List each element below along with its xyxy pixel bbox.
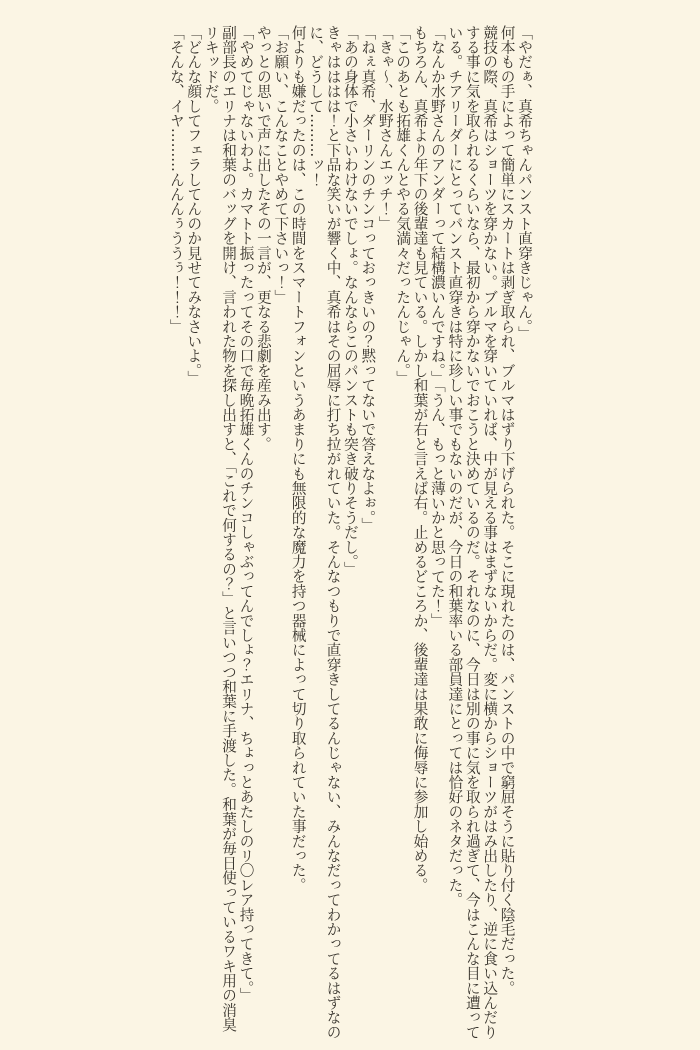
novel-paragraph: 「やだぁ、真希ちゃんパンスト直穿きじゃん。」 [516,25,533,342]
novel-paragraph: 「お願い、こんなことやめて下さいっ！」 [272,25,290,305]
novel-paragraph: 「きゃ〜、水野さんエッチ！」 [376,25,394,231]
novel-paragraph: 「このあとも拓雄くんとやる気満々だったんじゃん。」 [394,25,412,386]
novel-paragraph: 「どんな顔してフェラしてんのか見せてみなさいよ。」 [185,25,203,386]
novel-paragraph: 何本もの手によって簡単にスカートは剥ぎ取られ、ブルマはずり下げられた。そこに現れたのは、パンストの中で窮屈そうに貼り付く陰毛だった。 [498,25,516,996]
novel-paragraph: 「そんな、イヤ………んんんぅううぅ！！！」 [167,25,185,334]
novel-paragraph: 「なんか水野さんのアンダーって結構濃いんですね。」「うん、もっと薄いかと思ってた！」 [428,25,446,628]
novel-paragraph: やっとの思いで声に出したその一言が、更なる悲劇を産み出す。 [254,25,272,452]
novel-paragraph: もちろん、真希より年下の後輩達も見ている。しかし和葉が右と言えば右。止めるどころか、後輩達は果敢に侮辱に参加し始める。 [411,25,429,893]
novel-paragraph: 「ねぇ真希、ダーリンのチンコっておっきいの？黙ってないで答えなよぉ。」 [359,25,377,533]
novel-paragraph: 競技の際、真希はショーツを穿かない。ブルマを穿いていれば、中が見える事はまずないからだ。変に横からショーツがはみ出したり、逆に食い込んだりする事に気を取られるくらいなら、最初から穿かないでおこうと決めているのだ。それなのに、今日は別の事に気を取られ過ぎて、今はこんな目に遭っている。チアリーダーにとってパンスト直穿きは特に珍しい事でもないのだが、今日の和葉率いる部員達にとっては恰好のネタだった。 [446,25,499,1040]
novel-paragraph: 副部長のエリナは和葉のバッグを開け、言われた物を探し出すと、「これで何するの？」と言いつつ和葉に手渡した。和葉が毎日使っているワキ用の消臭リキッドだ。 [202,25,238,1032]
novel-paragraph: 何よりも嫌だったのは、この時間をスマートフォンというあまりにも無限的な魔力を持つ器械によって切り取られていた事だった。 [289,25,307,893]
novel-text-block [167,25,533,1041]
novel-paragraph: 「あの身体で小さいわけないでしょ。なんならこのパンストも突き破りそうだし。」 [341,25,359,577]
novel-paragraph: 「やめてじゃないわよ。カマトト振ったってその口で毎晩拓雄くんのチンコしゃぶってんでしょ？エリナ、ちょっとあたしのリ〇レア持ってきて。」 [237,25,255,1003]
novel-paragraph: きゃはははは！と下品な笑いが響く中、真希はその屈辱に打ち拉がれていた。そんなつもりで直穿きしてるんじゃない、みんなだってわかってるはずなのに、どうして………ッ！ [307,25,342,1040]
